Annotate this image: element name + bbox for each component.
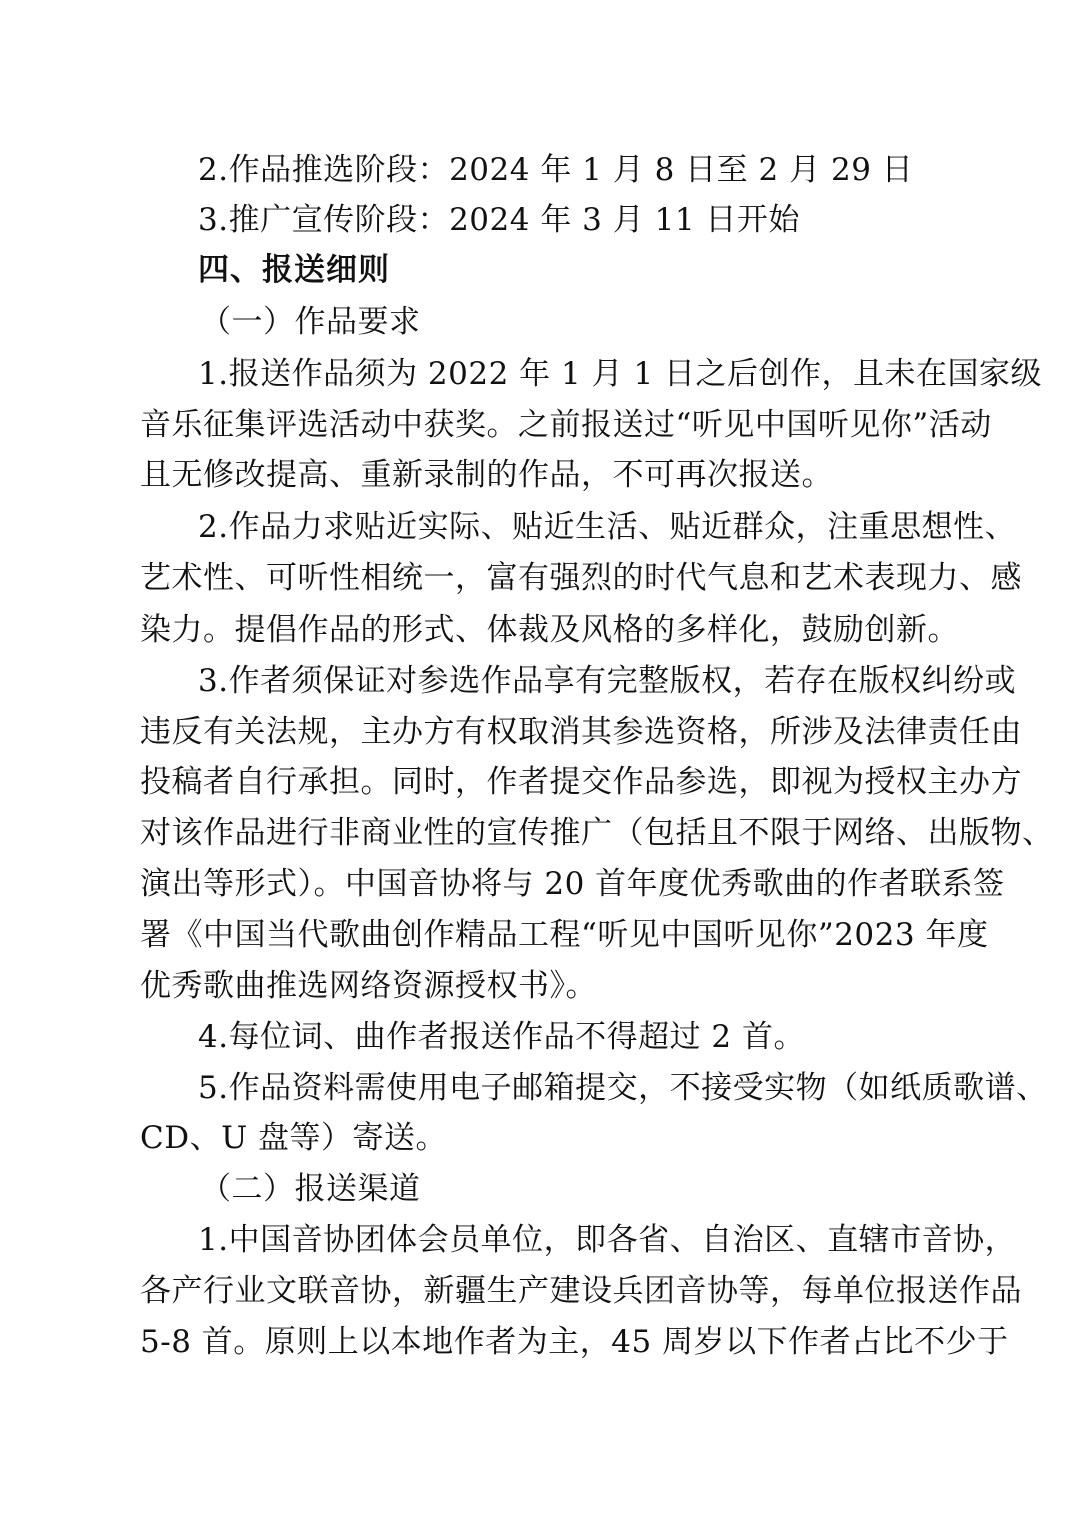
text-line-24: 5-8 首。原则上以本地作者为主，45 周岁以下作者占比不少于 — [140, 1324, 1009, 1360]
subsection-heading-1: （一）作品要求 — [200, 304, 421, 340]
text-line-20: CD、U 盘等）寄送。 — [140, 1120, 448, 1156]
text-line-1: 2.作品推选阶段：2024 年 1 月 8 日至 2 月 29 日 — [198, 152, 914, 188]
text-line-18: 4.每位词、曲作者报送作品不得超过 2 首。 — [198, 1019, 806, 1055]
text-line-8: 2.作品力求贴近实际、贴近生活、贴近群众，注重思想性、 — [198, 509, 1017, 545]
text-line-10: 染力。提倡作品的形式、体裁及风格的多样化，鼓励创新。 — [140, 612, 959, 648]
section-heading-4: 四、报送细则 — [198, 252, 390, 288]
text-line-15: 演出等形式）。中国音协将与 20 首年度优秀歌曲的作者联系签 — [140, 866, 1005, 902]
text-line-22: 1.中国音协团体会员单位，即各省、自治区、直辖市音协， — [198, 1222, 1017, 1258]
text-line-9: 艺术性、可听性相统一，富有强烈的时代气息和艺术表现力、感 — [140, 560, 1022, 596]
text-line-14: 对该作品进行非商业性的宣传推广（包括且不限于网络、出版物、 — [140, 815, 1054, 851]
text-line-17: 优秀歌曲推选网络资源授权书》。 — [140, 968, 597, 1004]
text-line-23: 各产行业文联音协，新疆生产建设兵团音协等，每单位报送作品 — [140, 1273, 1022, 1309]
text-line-12: 违反有关法规，主办方有权取消其参选资格，所涉及法律责任由 — [140, 714, 1022, 750]
text-line-16: 署《中国当代歌曲创作精品工程“听见中国听见你”2023 年度 — [140, 917, 989, 953]
text-line-11: 3.作者须保证对参选作品享有完整版权，若存在版权纠纷或 — [198, 663, 1017, 699]
subsection-heading-2: （二）报送渠道 — [200, 1171, 421, 1207]
text-line-5: 1.报送作品须为 2022 年 1 月 1 日之后创作，且未在国家级 — [198, 356, 1043, 392]
text-line-19: 5.作品资料需使用电子邮箱提交，不接受实物（如纸质歌谱、 — [198, 1070, 1048, 1106]
text-line-7: 且无修改提高、重新录制的作品，不可再次报送。 — [140, 457, 833, 493]
text-line-2: 3.推广宣传阶段：2024 年 3 月 11 日开始 — [198, 202, 800, 238]
text-line-6: 音乐征集评选活动中获奖。之前报送过“听见中国听见你”活动 — [140, 407, 992, 443]
text-line-13: 投稿者自行承担。同时，作者提交作品参选，即视为授权主办方 — [140, 764, 1022, 800]
